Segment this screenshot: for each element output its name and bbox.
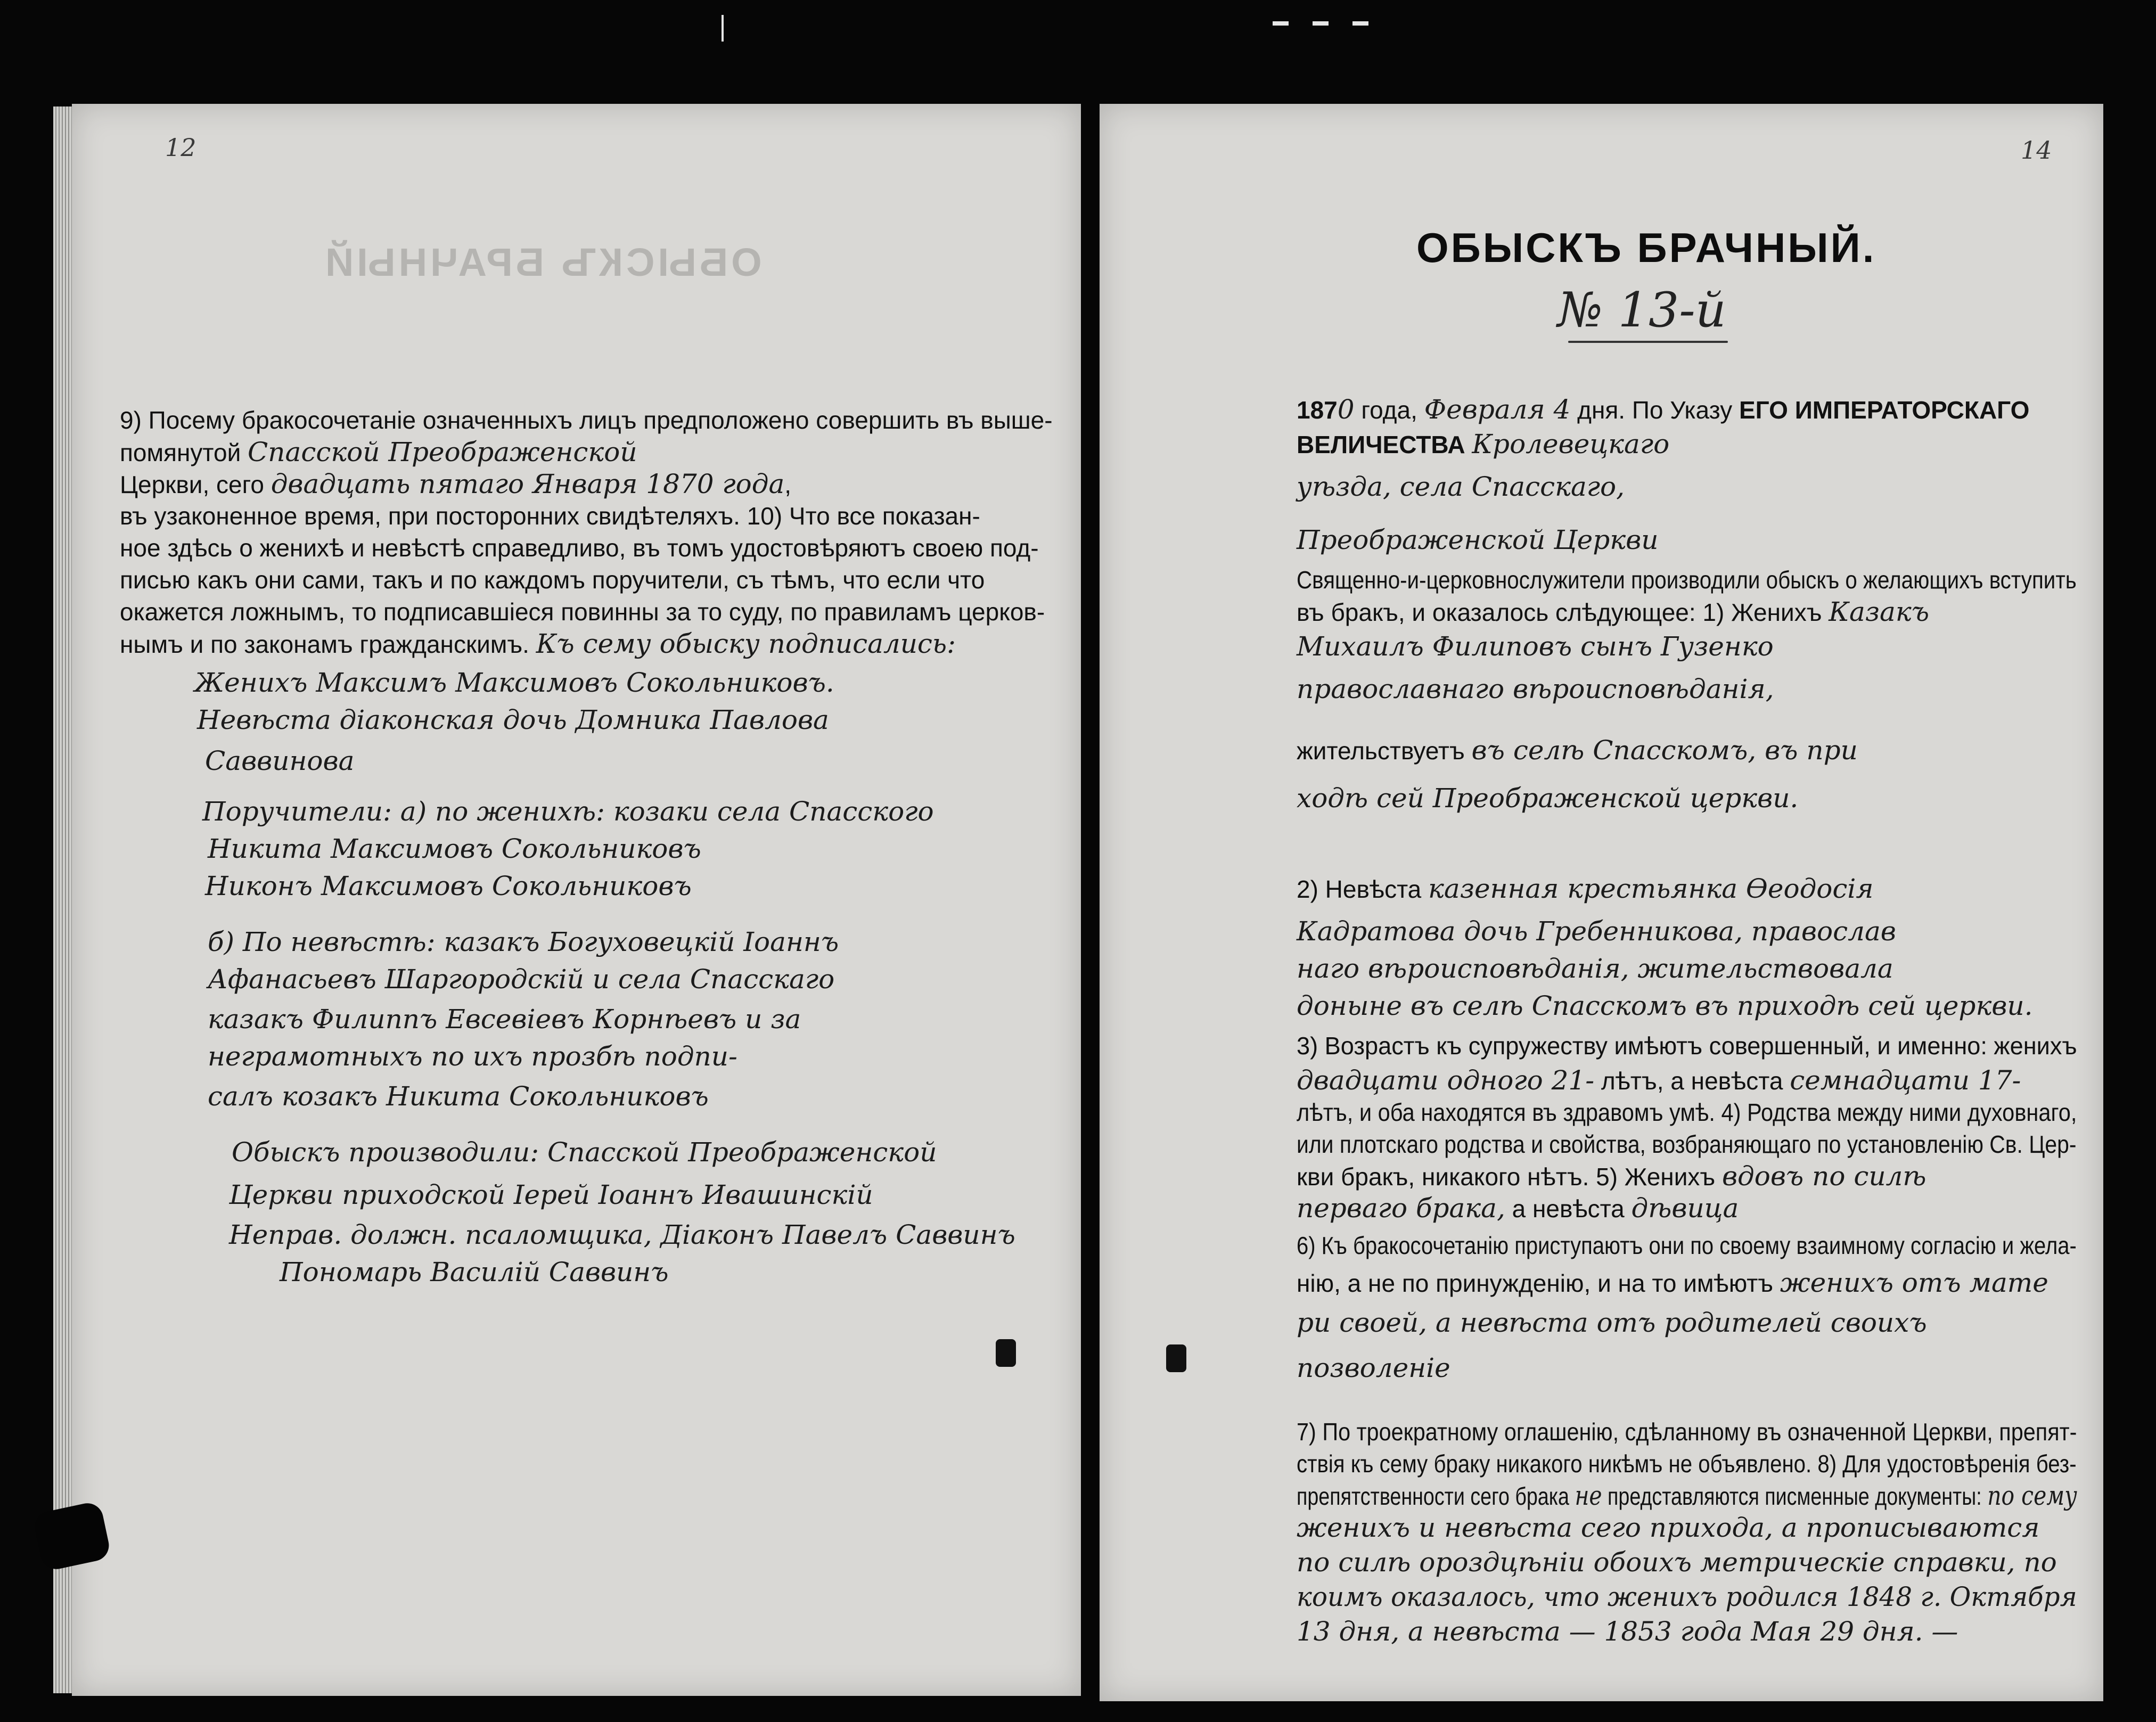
left-text-line <box>120 596 1045 627</box>
left-text-line <box>120 564 985 595</box>
handwritten-entry: ри своей, а невѣста отъ родителей своихъ <box>1297 1307 1927 1338</box>
handwritten-entry: б) По невѣстѣ: казакъ Богуховецкій Іоаннъ <box>208 926 839 957</box>
handwritten-entry: семнадцати 17- <box>1790 1065 2021 1096</box>
printed-text: писью какъ они сами, такъ и по каждомъ поручители, съ тѣмъ, что если что <box>120 566 985 594</box>
printed-text: 187 <box>1297 396 1338 424</box>
handwritten-entry: Неправ. должн. псаломщика, Діаконъ Павелъ Саввинъ <box>229 1219 1015 1250</box>
printed-text: ствія къ сему браку никакого никѣмъ не объявлено. 8) Для удостовѣренія без- <box>1297 1450 2077 1478</box>
handwritten-entry: Пономарь Василій Саввинъ <box>280 1257 669 1288</box>
handwritten-entry: женихъ и невѣста сего прихода, а прописываются <box>1297 1512 2040 1543</box>
handwritten-entry: Къ сему обыску подписались: <box>536 628 956 659</box>
printed-text: дня. По Указу <box>1570 396 1739 424</box>
handwritten-entry: Никита Максимовъ Сокольниковъ <box>208 833 701 864</box>
right-text-line <box>1297 1161 1927 1192</box>
left-text-line <box>120 501 980 531</box>
top-mark <box>1273 21 1289 26</box>
left-text-line <box>120 405 1053 436</box>
handwritten-entry: въ селѣ Спасскомъ, въ при <box>1471 735 1858 766</box>
printed-text: представляются писменные документы: <box>1602 1482 1988 1510</box>
left-text-line <box>194 667 834 698</box>
top-mark <box>1313 21 1329 26</box>
printed-text: лѣтъ, а невѣста <box>1594 1067 1790 1095</box>
right-text-line <box>1297 674 1774 704</box>
left-text-line <box>120 437 637 468</box>
printed-text: жительствуетъ <box>1297 737 1472 765</box>
right-text-line <box>1297 1480 2077 1512</box>
left-text-line <box>202 796 934 827</box>
binding-clip <box>1166 1344 1186 1372</box>
handwritten-entry: вдовъ по силѣ <box>1721 1161 1927 1192</box>
handwritten-entry: Поручители: а) по женихѣ: козаки села Спасского <box>202 796 934 827</box>
right-text-line <box>1297 564 2077 595</box>
printed-text: а невѣста <box>1505 1195 1632 1223</box>
handwritten-entry: Афанасьевъ Шаргородскій и села Спасскаго <box>208 964 835 995</box>
handwritten-entry: позволеніе <box>1297 1352 1450 1383</box>
printed-text: , <box>784 471 792 498</box>
handwritten-entry: коимъ оказалось, что женихъ родился 1848 г. Октября <box>1297 1581 2077 1612</box>
printed-text: ЕГО ИМПЕРАТОРСКАГО <box>1739 396 2030 424</box>
handwritten-entry: Никонъ Максимовъ Сокольниковъ <box>205 871 692 901</box>
printed-text: Церкви, сего <box>120 471 271 498</box>
handwritten-entry: казакъ Филиппъ Евсевіевъ Корнѣевъ и за <box>208 1004 801 1035</box>
printed-text: нымъ и по законамъ гражданскимъ. <box>120 630 536 658</box>
right-text-line <box>1297 1307 1927 1338</box>
left-text-line <box>229 1219 1015 1250</box>
handwritten-entry: Церкви приходской Іерей Іоаннъ Ивашинскій <box>229 1179 873 1210</box>
record-number: № 13-й <box>1557 282 1726 338</box>
right-text-line <box>1297 1416 2077 1447</box>
handwritten-entry: салъ козакъ Никита Сокольниковъ <box>208 1081 709 1112</box>
right-text-line <box>1297 1065 2021 1096</box>
left-text-line <box>120 532 1039 563</box>
right-text-line <box>1297 1616 1958 1647</box>
printed-text: кви бракъ, никакого нѣтъ. 5) Женихъ <box>1297 1163 1722 1191</box>
left-text-line <box>197 704 829 735</box>
top-mark <box>1352 21 1368 26</box>
left-text-line <box>205 871 692 901</box>
left-text-line <box>208 833 701 864</box>
printed-text: въ бракъ, и оказалось слѣдующее: 1) Женихъ <box>1297 598 1829 626</box>
top-mark <box>722 15 724 42</box>
handwritten-entry: доныне въ селѣ Спасскомъ въ приходѣ сей церкви. <box>1297 990 2033 1021</box>
printed-text: препятственности сего брака <box>1297 1482 1575 1510</box>
right-page <box>1100 104 2103 1701</box>
right-text-line <box>1297 1267 2048 1299</box>
handwritten-entry: не <box>1575 1480 1602 1511</box>
left-text-line <box>232 1137 937 1168</box>
printed-text: Священно-и-церковнослужители производили обыскъ о желающихъ вступить <box>1297 566 2077 594</box>
right-text-line <box>1297 1581 2077 1612</box>
printed-text: года, <box>1354 396 1424 424</box>
printed-text: лѣтъ, и оба находятся въ здравомъ умѣ. 4) Родства между ними духовнаго, <box>1297 1098 2077 1126</box>
printed-text: ное здѣсь о женихѣ и невѣстѣ справедливо, въ томъ удостовѣряютъ своею под- <box>120 534 1039 562</box>
handwritten-entry: двадцати одного 21- <box>1297 1065 1595 1096</box>
right-text-line <box>1297 1448 2077 1479</box>
handwritten-entry: по силѣ ороздцѣніи обоихъ метрическіе справки, по <box>1297 1547 2057 1578</box>
printed-text: 6) Къ бракосочетанію приступаютъ они по своему взаимному согласію и жела- <box>1297 1232 2077 1259</box>
handwritten-entry: неграмотныхъ по ихъ прозбѣ подпи- <box>208 1041 737 1072</box>
right-text-line <box>1297 1512 2039 1543</box>
right-text-line <box>1297 1129 2076 1160</box>
left-text-line <box>208 964 834 995</box>
handwritten-entry: Спасской Преображенской <box>248 437 637 468</box>
handwritten-entry: уѣзда, села Спасскаго, <box>1297 471 1625 502</box>
handwritten-entry: ходѣ сей Преображенской церкви. <box>1297 783 1799 814</box>
left-text-line <box>208 1004 801 1035</box>
handwritten-entry: 13 дня, а невѣста — 1853 года Мая 29 дня. — <box>1297 1616 1958 1647</box>
handwritten-entry: 0 <box>1337 394 1355 425</box>
right-text-line <box>1297 916 1896 947</box>
printed-text: нію, а не по принужденію, и на то имѣютъ <box>1297 1269 1780 1297</box>
handwritten-entry: Михаилъ Филиповъ сынъ Гузенко <box>1297 631 1774 662</box>
right-text-line <box>1297 1230 2077 1261</box>
printed-text: 7) По троекратному оглашенію, сдѣланному въ означенной Церкви, препят- <box>1297 1418 2077 1446</box>
right-text-line <box>1297 394 2029 425</box>
bleed-through-title: ОБЫСКЪ БРАЧНЫЙ <box>322 240 762 284</box>
right-text-line <box>1297 1030 2077 1061</box>
left-text-line <box>205 745 354 776</box>
left-text-line <box>229 1179 873 1210</box>
handwritten-entry: Женихъ Максимъ Максимовъ Сокольниковъ. <box>194 667 834 698</box>
handwritten-entry: перваго брака, <box>1297 1193 1505 1224</box>
handwritten-entry: Кадратова дочь Гребенникова, православ <box>1297 916 1896 947</box>
left-text-line <box>208 1041 737 1072</box>
handwritten-entry: Кролевецкаго <box>1472 429 1670 460</box>
right-text-line <box>1297 990 2033 1021</box>
right-text-line <box>1297 735 1858 766</box>
handwritten-entry: женихъ отъ мате <box>1780 1267 2048 1298</box>
right-text-line <box>1297 596 1929 628</box>
left-text-line <box>208 926 839 957</box>
handwritten-entry: Невѣста діаконская дочь Домника Павлова <box>197 704 829 735</box>
right-text-line <box>1297 1097 2077 1128</box>
printed-text: помянутой <box>120 439 248 466</box>
right-text-line <box>1297 1193 1739 1224</box>
right-text-line <box>1297 471 1625 502</box>
left-text-line <box>280 1257 669 1288</box>
record-number-underline <box>1568 341 1728 343</box>
handwritten-entry: двадцать пятаго Января 1870 года <box>270 469 785 499</box>
handwritten-entry: по сему <box>1987 1480 2077 1511</box>
left-page <box>72 104 1081 1696</box>
printed-text: 3) Возрастъ къ супружеству имѣютъ совершенный, и именно: женихъ <box>1297 1032 2077 1060</box>
right-text-line <box>1297 524 1658 555</box>
binding-clip <box>996 1339 1016 1367</box>
printed-text: 9) Посему бракосочетаніе означенныхъ лицъ предположено совершить въ выше- <box>120 406 1053 434</box>
right-text-line <box>1297 873 1874 905</box>
handwritten-entry: православнаго вѣроисповѣданія, <box>1297 674 1774 704</box>
right-text-line <box>1297 783 1798 814</box>
handwritten-entry: Саввинова <box>205 745 355 776</box>
document-title: ОБЫСКЪ БРАЧНЫЙ. <box>1416 224 1876 271</box>
handwritten-entry: Казакъ <box>1829 596 1930 627</box>
printed-text: въ узаконенное время, при посторонних свидѣтеляхъ. 10) Что все показан- <box>120 502 980 530</box>
right-text-line <box>1297 631 1774 662</box>
printed-text: или плотскаго родства и свойства, возбраняющаго по установленію Св. Цер- <box>1297 1130 2077 1158</box>
left-text-line <box>120 469 791 500</box>
right-text-line <box>1297 1547 2057 1578</box>
handwritten-entry: Обыскъ производили: Спасской Преображенской <box>232 1137 937 1168</box>
left-page-number: 12 <box>165 133 196 162</box>
handwritten-entry: Преображенской Церкви <box>1297 524 1659 555</box>
left-text-line <box>208 1081 709 1112</box>
right-page-number: 14 <box>2021 136 2052 165</box>
printed-text: 2) Невѣста <box>1297 875 1429 903</box>
handwritten-entry: дѣвица <box>1631 1193 1739 1224</box>
handwritten-entry: наго вѣроисповѣданія, жительствовала <box>1297 953 1893 984</box>
right-text-line <box>1297 429 1669 460</box>
printed-text: ВЕЛИЧЕСТВА <box>1297 431 1472 458</box>
left-text-line <box>120 628 956 660</box>
printed-text: окажется ложнымъ, то подписавшіеся повинны за то суду, по правиламъ церков- <box>120 598 1045 626</box>
handwritten-entry: Февраля 4 <box>1424 394 1571 425</box>
handwritten-entry: казенная крестьянка Ѳеодосія <box>1428 873 1874 904</box>
right-text-line <box>1297 1352 1450 1383</box>
right-text-line <box>1297 953 1893 984</box>
